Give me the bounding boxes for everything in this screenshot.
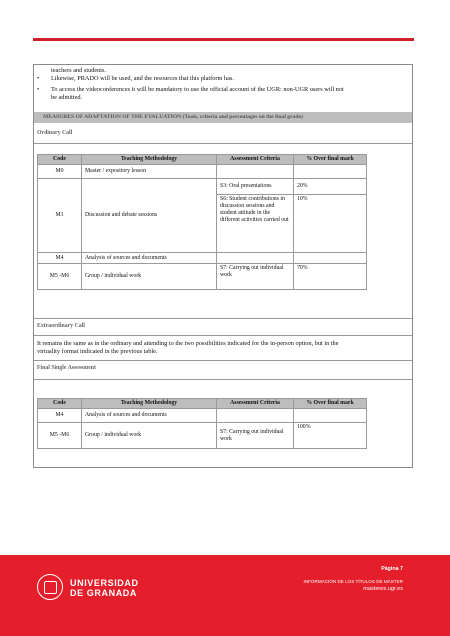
header-percent: % Over final mark: [294, 399, 367, 409]
header-method: Teaching Methodology: [82, 155, 217, 165]
cell-criteria: S3: Oral presentations: [217, 179, 294, 195]
cell-criteria: S7: Carrying out individual work: [217, 423, 294, 449]
divider: [34, 143, 412, 144]
cell-percent: [294, 253, 367, 264]
cell-method: Discussion and debate sessions: [82, 179, 217, 253]
extraordinary-text-line2: virtuality format indicated in the previous table.: [37, 348, 158, 355]
footer-department: INFORMACIÓN DE LOS TÍTULOS DE MÁSTER: [303, 579, 403, 584]
page-number: Página 7: [381, 566, 403, 572]
cell-method: Group / individual work: [82, 264, 217, 290]
cell-code: M4: [38, 253, 82, 264]
table-row: [38, 423, 367, 449]
cell-code: M4: [38, 409, 82, 423]
header-percent: % Over final mark: [294, 155, 367, 165]
divider: [34, 318, 412, 319]
header-red-rule: [33, 38, 414, 41]
footer-website-link[interactable]: masteres.ugr.es: [363, 586, 403, 592]
university-seal-icon: [37, 574, 63, 600]
header-code: Code: [38, 155, 82, 165]
intro-bullet-1: Likewise, PRADO will be used, and the resources that this platform has.: [51, 75, 234, 82]
cell-code: M5 -M6: [38, 264, 82, 290]
university-name-line2: DE GRANADA: [70, 588, 138, 598]
header-code: Code: [38, 399, 82, 409]
cell-code: M0: [38, 165, 82, 179]
extraordinary-call-title: Extraordinary Call: [37, 323, 85, 329]
intro-text: teachers and students.: [51, 67, 107, 74]
table-row: [38, 409, 367, 423]
cell-criteria: S7: Carrying out individual work: [217, 264, 294, 290]
university-name-line1: UNIVERSIDAD: [70, 578, 139, 588]
section-header-band: [34, 112, 412, 123]
cell-percent: 100%: [294, 423, 367, 449]
extraordinary-text-line1: It remains the same as in the ordinary and attending to the two possibilities indicated for the in-person option, but in the: [37, 340, 339, 347]
header-method: Teaching Methodology: [82, 399, 217, 409]
divider: [34, 360, 412, 361]
bullet-icon: •: [37, 75, 40, 82]
table-header-row: [38, 399, 367, 409]
table-row: [38, 165, 367, 179]
cell-criteria: S6: Student contributions in discussion sessions and student attitude in the different activities carried out: [217, 195, 294, 253]
cell-method: Master / expository lesson: [82, 165, 217, 179]
divider: [34, 379, 412, 380]
table-row: [38, 253, 367, 264]
cell-criteria: [217, 165, 294, 179]
bullet-icon: •: [37, 86, 40, 93]
divider: [34, 335, 412, 336]
single-assessment-table: [37, 398, 367, 449]
cell-criteria: [217, 409, 294, 423]
cell-criteria: [217, 253, 294, 264]
section-header-title: MEASURES OF ADAPTATION OF THE EVALUATION (Tools, criteria and percentages on the final grade): [43, 114, 303, 120]
cell-percent: [294, 409, 367, 423]
cell-method: Analysis of sources and documents: [82, 409, 217, 423]
ordinary-call-title: Ordinary Call: [37, 130, 73, 136]
intro-bullet-2-line1: To access the videoconferences it will be mandatory to use the official account of the UGR: non-UGR users will not: [51, 86, 344, 93]
cell-method: Group / individual work: [82, 423, 217, 449]
cell-percent: 20%: [294, 179, 367, 195]
cell-percent: 10%: [294, 195, 367, 253]
ordinary-table: [37, 154, 367, 290]
cell-code: M1: [38, 179, 82, 253]
table-row: [38, 179, 367, 195]
table-header-row: [38, 155, 367, 165]
header-criteria: Assessment Criteria: [217, 155, 294, 165]
cell-method: Analysis of sources and documents: [82, 253, 217, 264]
table-row: [38, 264, 367, 290]
single-assessment-title: Final Single Assessment: [37, 365, 96, 371]
intro-bullet-2-line2: be admitted.: [51, 94, 83, 101]
header-criteria: Assessment Criteria: [217, 399, 294, 409]
cell-code: M5 -M6: [38, 423, 82, 449]
cell-percent: 70%: [294, 264, 367, 290]
cell-percent: [294, 165, 367, 179]
